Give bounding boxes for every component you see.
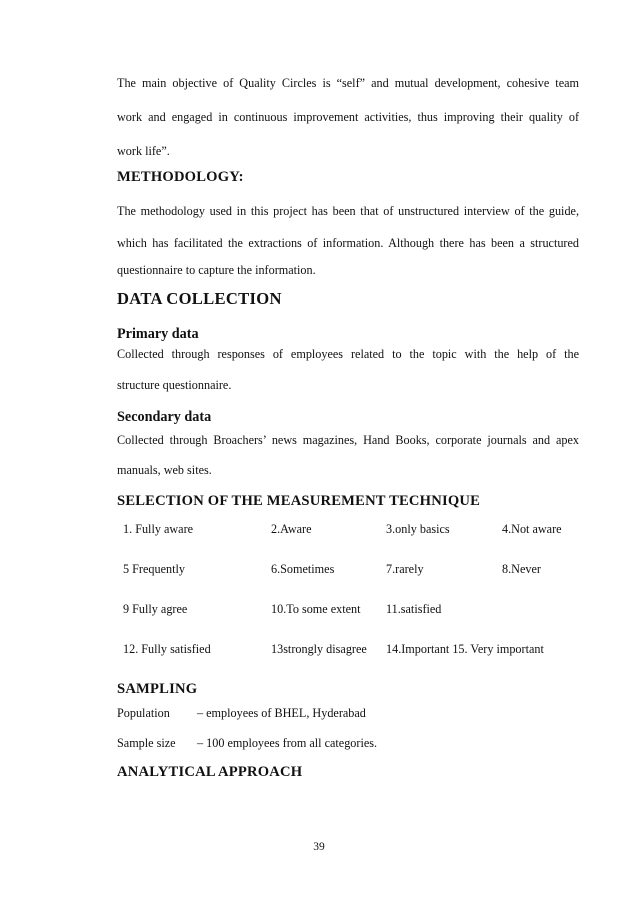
measurement-item: 13strongly disagree <box>271 642 367 656</box>
measurement-item: 6.Sometimes <box>271 562 335 576</box>
analytical-approach-heading: ANALYTICAL APPROACH <box>117 764 303 780</box>
measurement-item: 5 Frequently <box>123 562 185 576</box>
measurement-item: 3.only basics <box>386 522 450 536</box>
methodology-heading: METHODOLOGY: <box>117 169 244 185</box>
secondary-data-heading: Secondary data <box>117 409 212 425</box>
measurement-heading: SELECTION OF THE MEASUREMENT TECHNIQUE <box>117 493 481 509</box>
methodology-line-3: questionnaire to capture the information. <box>117 263 316 277</box>
measurement-item: 1. Fully aware <box>123 522 194 536</box>
secondary-data-line-1: Collected through Broachers’ news magazines, Hand Books, corporate journals and apex <box>117 433 579 447</box>
measurement-item: 11.satisfied <box>386 602 442 616</box>
measurement-item: 10.To some extent <box>271 602 361 616</box>
page-number: 39 <box>313 841 325 853</box>
intro-line-1: The main objective of Quality Circles is “self” and mutual development, cohesive team <box>117 76 579 90</box>
sampling-heading: SAMPLING <box>117 681 198 697</box>
sample-size-label: Sample size <box>117 736 176 750</box>
data-collection-heading: DATA COLLECTION <box>117 289 282 308</box>
measurement-item: 14.Important 15. Very important <box>386 642 544 656</box>
population-value: – employees of BHEL, Hyderabad <box>197 706 366 720</box>
sample-size-value: – 100 employees from all categories. <box>197 736 378 750</box>
measurement-item: 4.Not aware <box>502 522 562 536</box>
methodology-line-1: The methodology used in this project has been that of unstructured interview of the guide, <box>117 204 579 218</box>
measurement-item: 12. Fully satisfied <box>123 642 211 656</box>
intro-line-3: work life”. <box>117 144 170 158</box>
primary-data-heading: Primary data <box>117 326 199 342</box>
measurement-item: 2.Aware <box>271 522 312 536</box>
methodology-line-2: which has facilitated the extractions of information. Although there has been a structured <box>117 236 579 250</box>
secondary-data-line-2: manuals, web sites. <box>117 463 212 477</box>
primary-data-line-1: Collected through responses of employees related to the topic with the help of the <box>117 347 579 361</box>
measurement-item: 9 Fully agree <box>123 602 188 616</box>
primary-data-line-2: structure questionnaire. <box>117 378 232 392</box>
measurement-item: 7.rarely <box>386 562 424 576</box>
population-label: Population <box>117 706 170 720</box>
intro-line-2: work and engaged in continuous improvement activities, thus improving their quality of <box>117 110 579 124</box>
measurement-item: 8.Never <box>502 562 541 576</box>
